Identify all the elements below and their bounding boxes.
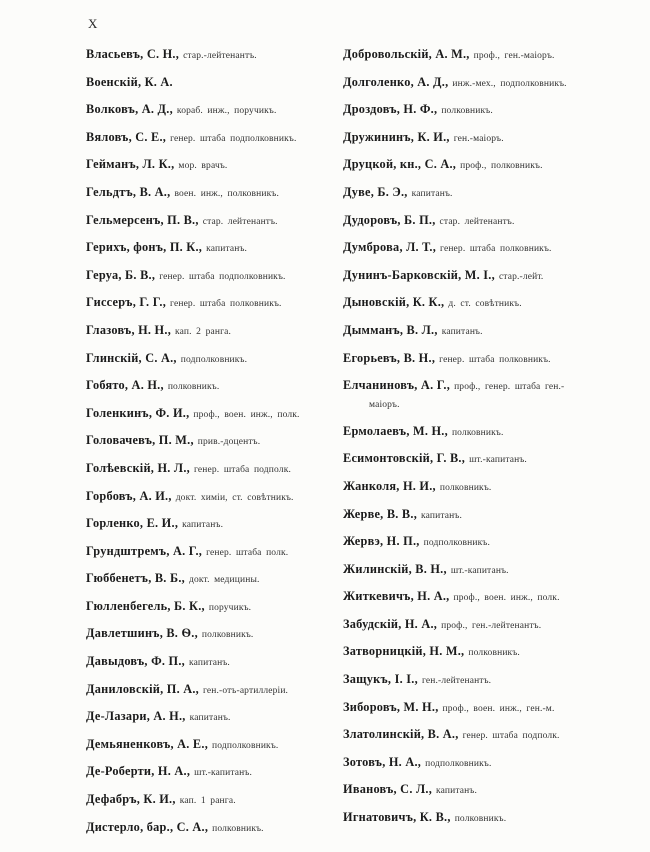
- entry-rank: генер. штаба полковникъ.: [440, 244, 552, 255]
- entry-rank: д. ст. совѣтникъ.: [448, 299, 522, 310]
- entry-name: Горбовъ, А. И.,: [86, 488, 172, 503]
- directory-entry: [86, 129, 337, 147]
- entry-name: Де-Лазари, А. Н.,: [86, 709, 186, 724]
- directory-entry: [343, 267, 594, 285]
- entry-name: Добровольскій, А. М.,: [343, 47, 470, 61]
- entry-name: Думброва, Л. Т.,: [343, 240, 437, 255]
- entry-rank: проф., ген.-маіоръ.: [473, 51, 555, 61]
- entry-name: Горленко, Е. И.,: [86, 516, 179, 531]
- directory-entry: [86, 432, 337, 450]
- right-column: [343, 46, 594, 837]
- directory-entry: [343, 294, 594, 312]
- entry-name: Дымманъ, В. Л.,: [343, 322, 438, 337]
- entry-rank: полковникъ.: [451, 427, 504, 438]
- directory-entry: [343, 74, 594, 92]
- directory-entry: [343, 322, 594, 340]
- directory-entry: [86, 598, 337, 616]
- directory-entry: [343, 726, 594, 744]
- entry-name: Даниловскій, П. А.,: [86, 681, 199, 696]
- entry-rank: ген.-отъ-артиллеріи.: [203, 685, 289, 696]
- directory-entry: [86, 239, 337, 257]
- entry-rank: полковникъ.: [212, 823, 264, 834]
- entry-rank: полковникъ.: [439, 482, 492, 493]
- entry-name: Есимонтовскій, Г. В.,: [343, 451, 466, 466]
- left-column: [86, 46, 337, 846]
- entry-name: Ермолаевъ, М. Н.,: [343, 423, 448, 438]
- entry-rank: проф., воен. инж., ген.-м.: [442, 703, 555, 714]
- page-number: X: [88, 16, 98, 31]
- entry-rank: генер. штаба полк.: [206, 547, 289, 558]
- directory-entry: [86, 515, 337, 533]
- entry-rank: поручикъ.: [208, 602, 252, 613]
- entry-rank: полковникъ.: [441, 106, 493, 117]
- entry-name: Давлетшинъ, В. Ѳ.,: [86, 626, 198, 641]
- entry-name: Гобято, А. Н.,: [86, 378, 164, 393]
- entry-rank: воен. инж., полковникъ.: [174, 188, 280, 199]
- entry-name: Долголенко, А. Д.,: [343, 74, 449, 89]
- directory-entry: [86, 101, 337, 119]
- directory-entry: [86, 156, 337, 174]
- directory-entry: [86, 267, 337, 285]
- entry-rank: генер. штаба полковникъ.: [170, 299, 282, 310]
- entry-rank: проф., генер. штаба ген.-маіоръ.: [369, 382, 565, 411]
- entry-name: Друцкой, кн., С. А.,: [343, 157, 457, 172]
- entry-rank: генер. штаба полковникъ.: [439, 354, 551, 365]
- entry-rank: кап. 2 ранга.: [175, 326, 232, 337]
- entry-name: Гельмерсенъ, П. В.,: [86, 212, 199, 227]
- entry-rank: полковникъ.: [454, 814, 507, 825]
- entry-name: Дистерло, бар., С. А.,: [86, 819, 209, 834]
- entry-name: Игнатовичъ, К. В.,: [343, 810, 451, 825]
- entry-name: Дыновскій, К. К.,: [343, 295, 445, 310]
- entry-rank: полковникъ.: [201, 630, 254, 641]
- entry-name: Защукъ, I. I.,: [343, 672, 418, 687]
- entry-rank: мор. врачъ.: [178, 161, 228, 172]
- entry-rank: стар.-лейт.: [498, 271, 544, 282]
- directory-entry: [86, 791, 337, 809]
- entry-name: Дроздовъ, Н. Ф.,: [343, 102, 438, 117]
- entry-name: Затворницкій, Н. М.,: [343, 644, 465, 659]
- name-directory: [86, 46, 594, 846]
- entry-name: Власьевъ, С. Н.,: [86, 47, 180, 61]
- entry-rank: капитанъ.: [189, 658, 230, 669]
- entry-rank: капитанъ.: [182, 520, 224, 531]
- entry-name: Дуве, Б. Э.,: [343, 184, 408, 199]
- entry-rank: шт.-капитанъ.: [469, 455, 527, 466]
- entry-name: Де-Роберти, Н. А.,: [86, 764, 191, 779]
- directory-entry: [343, 423, 594, 441]
- entry-name: Голенкинъ, Ф. И.,: [86, 405, 190, 420]
- entry-rank: капитанъ.: [441, 326, 483, 337]
- directory-entry: [86, 74, 337, 92]
- entry-name: Зотовъ, Н. А.,: [343, 754, 422, 769]
- entry-rank: подполковникъ.: [423, 538, 491, 549]
- directory-entry: [86, 543, 337, 561]
- entry-rank: капитанъ.: [421, 510, 462, 521]
- directory-entry: [86, 708, 337, 726]
- entry-rank: капитанъ.: [189, 713, 231, 724]
- entry-rank: проф., ген.-лейтенантъ.: [441, 620, 542, 631]
- entry-name: Голѣевскій, Н. Л.,: [86, 460, 190, 475]
- entry-name: Зиборовъ, М. Н.,: [343, 699, 439, 714]
- entry-rank: капитанъ.: [411, 188, 453, 199]
- entry-name: Дунинъ-Барковскій, М. I.,: [343, 267, 495, 282]
- entry-name: Глинскій, С. А.,: [86, 350, 177, 365]
- directory-entry: [86, 819, 337, 837]
- directory-entry: [343, 533, 594, 551]
- entry-rank: проф., полковникъ.: [460, 161, 543, 172]
- entry-rank: полковникъ.: [468, 648, 520, 659]
- entry-rank: стар.-лейтенантъ.: [183, 51, 257, 61]
- directory-entry: [86, 653, 337, 671]
- entry-name: Жилинскій, В. Н.,: [343, 561, 447, 576]
- entry-name: Дружининъ, К. И.,: [343, 129, 450, 144]
- directory-entry: [343, 809, 594, 827]
- entry-name: Гейманъ, Л. К.,: [86, 157, 175, 172]
- entry-rank: подполковникъ.: [180, 354, 248, 365]
- entry-name: Златолинскій, В. А.,: [343, 727, 459, 742]
- entry-name: Житкевичъ, Н. А.,: [343, 589, 450, 604]
- directory-entry: [343, 46, 594, 64]
- entry-name: Елчаниновъ, А. Г.,: [343, 378, 451, 393]
- directory-entry: [343, 754, 594, 772]
- directory-entry: [86, 46, 337, 64]
- entry-name: Гюббенетъ, В. Б.,: [86, 571, 185, 586]
- directory-entry: [86, 322, 337, 340]
- directory-entry: [86, 405, 337, 423]
- directory-entry: [343, 561, 594, 579]
- entry-name: Давыдовъ, Ф. П.,: [86, 654, 185, 669]
- entry-name: Жервэ, Н. П.,: [343, 534, 420, 549]
- directory-entry: [86, 294, 337, 312]
- entry-name: Военскій, К. А.: [86, 74, 173, 89]
- directory-entry: [343, 377, 594, 413]
- directory-entry: [343, 101, 594, 119]
- entry-name: Жанколя, Н. И.,: [343, 478, 436, 493]
- directory-entry: [86, 184, 337, 202]
- directory-entry: [343, 671, 594, 689]
- entry-rank: подполковникъ.: [425, 758, 492, 769]
- directory-entry: [343, 129, 594, 147]
- entry-rank: проф., воен. инж., полк.: [193, 409, 300, 420]
- directory-entry: [343, 212, 594, 230]
- directory-entry: [86, 488, 337, 506]
- entry-rank: кап. 1 ранга.: [179, 796, 236, 807]
- directory-entry: [86, 377, 337, 395]
- directory-entry: [343, 699, 594, 717]
- entry-name: Гиссеръ, Г. Г.,: [86, 295, 167, 310]
- directory-entry: [343, 239, 594, 257]
- entry-rank: генер. штаба подполк.: [462, 731, 560, 742]
- entry-rank: подполковникъ.: [212, 740, 279, 751]
- entry-name: Ивановъ, С. Л.,: [343, 782, 433, 797]
- entry-rank: проф., воен. инж., полк.: [453, 593, 560, 604]
- entry-name: Вяловъ, С. Е.,: [86, 129, 167, 144]
- directory-entry: [343, 588, 594, 606]
- entry-rank: капитанъ.: [206, 244, 248, 255]
- entry-rank: генер. штаба подполковникъ.: [159, 271, 286, 282]
- directory-entry: [343, 506, 594, 524]
- entry-rank: стар. лейтенантъ.: [439, 216, 515, 227]
- directory-entry: [343, 156, 594, 174]
- directory-entry: [86, 763, 337, 781]
- entry-rank: прив.-доцентъ.: [197, 437, 261, 448]
- directory-entry: [86, 625, 337, 643]
- directory-entry: [86, 212, 337, 230]
- entry-rank: докт. химіи, ст. совѣтникъ.: [175, 492, 294, 503]
- entry-rank: докт. медицины.: [188, 575, 260, 586]
- entry-rank: ген.-маіоръ.: [453, 133, 504, 144]
- directory-entry: [343, 616, 594, 634]
- entry-name: Волковъ, А. Д.,: [86, 102, 173, 117]
- entry-rank: ген.-лейтенантъ.: [421, 676, 492, 687]
- directory-entry: [86, 681, 337, 699]
- entry-name: Геруа, Б. В.,: [86, 267, 156, 282]
- entry-name: Дудоровъ, Б. П.,: [343, 212, 436, 227]
- directory-entry: [86, 736, 337, 754]
- entry-rank: шт.-капитанъ.: [450, 565, 509, 576]
- entry-name: Жерве, В. В.,: [343, 506, 418, 521]
- entry-name: Дефабръ, К. И.,: [86, 792, 176, 807]
- directory-entry: [86, 570, 337, 588]
- directory-entry: [343, 478, 594, 496]
- entry-name: Демьяненковъ, А. Е.,: [86, 736, 209, 751]
- entry-name: Грундштремъ, А. Г.,: [86, 543, 203, 558]
- directory-entry: [86, 350, 337, 368]
- entry-name: Головачевъ, П. М.,: [86, 433, 194, 448]
- directory-entry: [86, 460, 337, 478]
- entry-rank: генер. штаба подполковникъ.: [170, 133, 297, 144]
- entry-rank: кораб. инж., поручикъ.: [176, 106, 277, 117]
- directory-entry: [343, 184, 594, 202]
- entry-rank: полковникъ.: [167, 382, 220, 393]
- entry-rank: генер. штаба подполк.: [193, 464, 291, 475]
- entry-rank: инж.-мех., подполковникъ.: [452, 78, 567, 89]
- entry-name: Егорьевъ, В. Н.,: [343, 350, 436, 365]
- directory-entry: [343, 781, 594, 799]
- directory-entry: [343, 350, 594, 368]
- entry-rank: капитанъ.: [436, 786, 477, 797]
- directory-entry: [343, 450, 594, 468]
- entry-rank: шт.-капитанъ.: [194, 768, 252, 779]
- entry-rank: стар. лейтенантъ.: [202, 216, 278, 227]
- directory-entry: [343, 643, 594, 661]
- entry-name: Гюлленбегель, Б. К.,: [86, 598, 205, 613]
- entry-name: Глазовъ, Н. Н.,: [86, 322, 172, 337]
- entry-name: Забудскій, Н. А.,: [343, 616, 438, 631]
- entry-name: Герихъ, фонъ, П. К.,: [86, 240, 203, 255]
- entry-name: Гельдтъ, В. А.,: [86, 184, 171, 199]
